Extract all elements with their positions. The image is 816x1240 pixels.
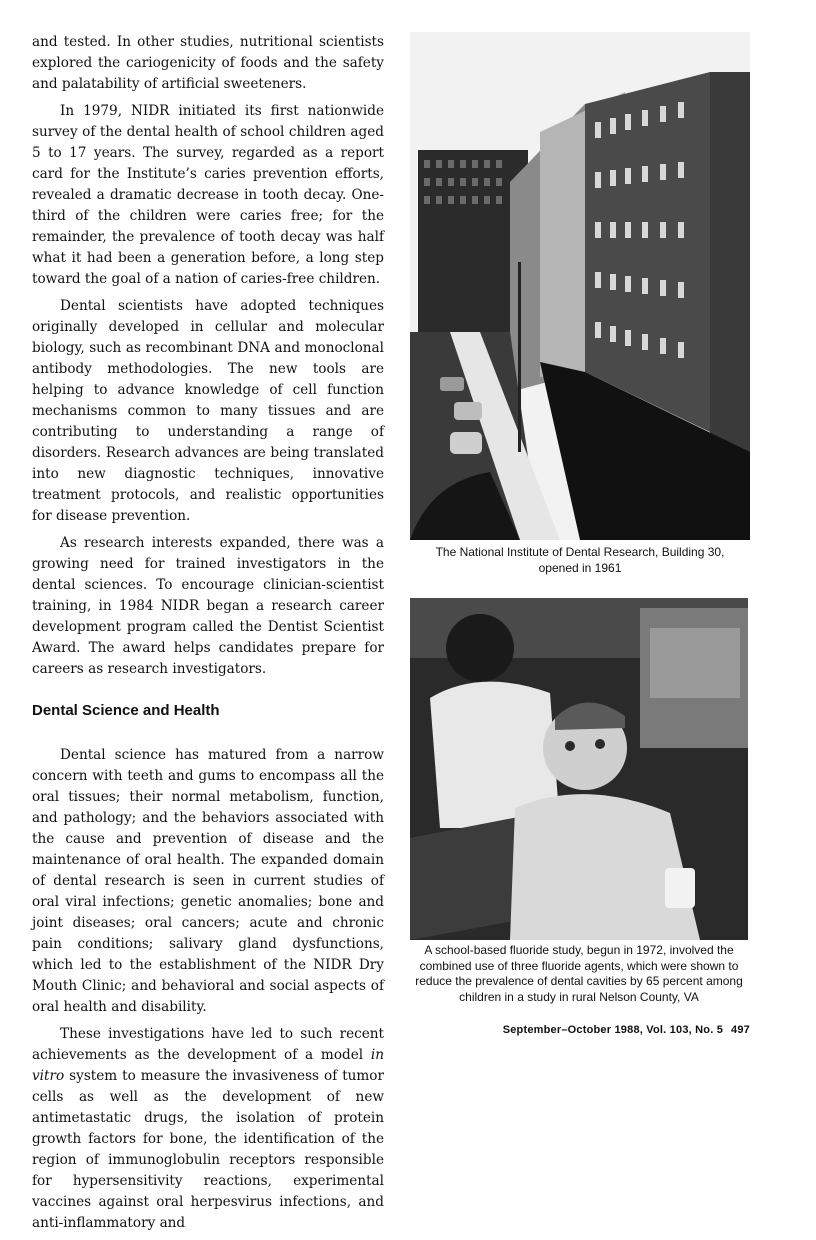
children-illustration	[410, 598, 748, 940]
italic-term: in vitro	[32, 1047, 384, 1084]
figure-caption: The National Institute of Dental Research, Building 30, opened in 1961	[435, 545, 725, 575]
children-photo	[410, 598, 748, 940]
building-photo	[410, 32, 750, 540]
paragraph: and tested. In other studies, nutritional scientists explored the cariogenicity of foods and the safety and palatability of artificial sweeteners.	[32, 34, 384, 92]
building-illustration	[410, 32, 750, 540]
figure-caption: A school-based fluoride study, begun in 1972, involved the combined use of three fluoride agents, which were shown to reduce the prevalence of dental cavities by 65 percent among children in a study in rural Nelson County, VA	[415, 943, 743, 1004]
page-footer	[503, 1024, 750, 1036]
paragraph: Dental science has matured from a narrow concern with teeth and gums to encompass all the oral tissues; their normal metabolism, function, and pathology; and the behaviors associated with the cause and prevention of disease and the maintenance of oral health. The expanded domain of dental research is seen in current studies of oral viral infections; genetic anomalies; bone and joint diseases; oral cancers; acute and chronic pain conditions; salivary gland dysfunctions, which led to the establishment of the NIDR Dry Mouth Clinic; and behavioral and social aspects of oral health and disability.	[32, 747, 384, 1015]
paragraph: These investigations have led to such recent achievements as the development of a model in vitro system to measure the invasiveness of tumor cells as well as the development of new antimetastatic drugs, the isolation of protein growth factors for bone, the identification of the region of immunoglobulin receptors responsible for hypersensitivity reactions, experimental vaccines against oral herpesvirus infections, and anti-inflammatory and	[32, 1026, 384, 1231]
paragraph: In 1979, NIDR initiated its first nationwide survey of the dental health of school children aged 5 to 17 years. The survey, regarded as a report card for the Institute’s caries prevention efforts, revealed a dramatic decrease in tooth decay. One-third of the children were caries free; for the remainder, the prevalence of tooth decay was half what it had been a generation before, a long step toward the goal of a nation of caries-free children.	[32, 103, 384, 287]
journal-citation: September–October 1988, Vol. 103, No. 5	[502, 1024, 724, 1036]
section-heading: Dental Science and Health	[32, 702, 220, 719]
paragraph: As research interests expanded, there was a growing need for trained investigators in the dental sciences. To encourage clinician-scientist training, in 1984 NIDR began a research career development program called the Dentist Scientist Award. The award helps candidates prepare for careers as research investigators.	[32, 535, 384, 677]
text-column	[32, 32, 384, 1240]
page-number: 497	[731, 1024, 750, 1036]
paragraph: Dental scientists have adopted techniques originally developed in cellular and molecular biology, such as recombinant DNA and monoclonal antibody methodologies. The new tools are helping to advance knowledge of cell function mechanisms common to many tissues and are contributing to understanding a range of disorders. Research advances are being translated into new diagnostic techniques, innovative treatment protocols, and realistic opportunities for disease prevention.	[32, 298, 384, 524]
